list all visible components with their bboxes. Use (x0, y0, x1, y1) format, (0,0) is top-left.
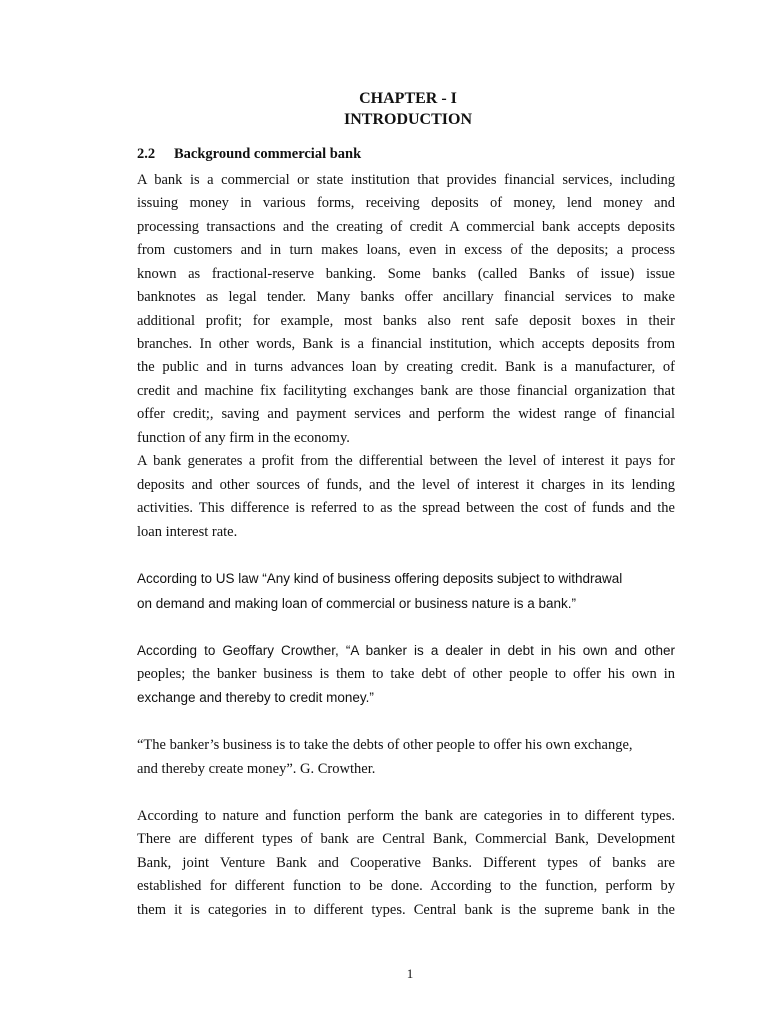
quote-line: “The banker’s business is to take the debts of other people to offer his own exchange, (137, 737, 633, 753)
body-line: According to nature and function perform the bank are categories in to different types. (137, 808, 675, 824)
body-line: offer credit;, saving and payment services and perform the widest range of financial (137, 406, 675, 422)
body-line: A bank is a commercial or state institution that provides financial services, including (137, 172, 675, 188)
section-title: Background commercial bank (174, 146, 362, 162)
body-line: the public and in turns advances loan by creating credit. Bank is a manufacturer, of (137, 359, 675, 375)
body-line: Bank, joint Venture Bank and Cooperative Banks. Different types of banks are (137, 855, 675, 871)
body-line: deposits and other sources of funds, and the level of interest it charges in its lending (137, 477, 675, 493)
body-line: activities. This difference is referred to as the spread between the cost of funds and the (137, 500, 675, 516)
body-line: issuing money in various forms, receiving deposits of money, lend money and (137, 195, 675, 211)
chapter-title: INTRODUCTION (343, 111, 472, 128)
body-line: them it is categories in to different types. Central bank is the supreme bank in the (137, 902, 675, 918)
body-line: additional profit; for example, most banks also rent safe deposit boxes in their (137, 313, 675, 329)
body-line: established for different function to be done. According to the function, perform by (137, 878, 675, 894)
quote-line: peoples; the banker business is them to take debt of other people to offer his own in (137, 666, 675, 682)
body-line: loan interest rate. (137, 524, 238, 540)
body-line: banknotes as legal tender. Many banks offer ancillary financial services to make (137, 289, 675, 305)
page-number: 1 (406, 966, 414, 981)
body-line: processing transactions and the creating of credit A commercial bank accepts deposits (137, 219, 675, 235)
section-heading (137, 145, 361, 163)
quote-line: exchange and thereby to credit money.” (137, 690, 374, 705)
quote-line: on demand and making loan of commercial or business nature is a bank.” (137, 596, 576, 611)
body-line: function of any firm in the economy. (137, 430, 350, 446)
body-line: There are different types of bank are Central Bank, Commercial Bank, Development (137, 831, 675, 847)
body-line: known as fractional-reserve banking. Some banks (called Banks of issue) issue (137, 266, 675, 282)
body-line: credit and machine fix facilityting exchanges bank are those financial organization that (137, 383, 675, 399)
body-line: from customers and in turn makes loans, even in excess of the deposits; a process (137, 242, 675, 258)
quote-line: and thereby create money”. G. Crowther. (137, 761, 376, 777)
chapter-number: CHAPTER - I (359, 90, 457, 107)
quote-line: According to US law “Any kind of business offering deposits subject to withdrawal (137, 571, 623, 586)
section-number: 2.2 (137, 146, 156, 162)
body-line: A bank generates a profit from the differential between the level of interest it pays for (137, 453, 675, 469)
quote-line: According to Geoffary Crowther, “A banker is a dealer in debt in his own and other (137, 643, 675, 658)
body-line: branches. In other words, Bank is a financial institution, which accepts deposits from (137, 336, 675, 352)
